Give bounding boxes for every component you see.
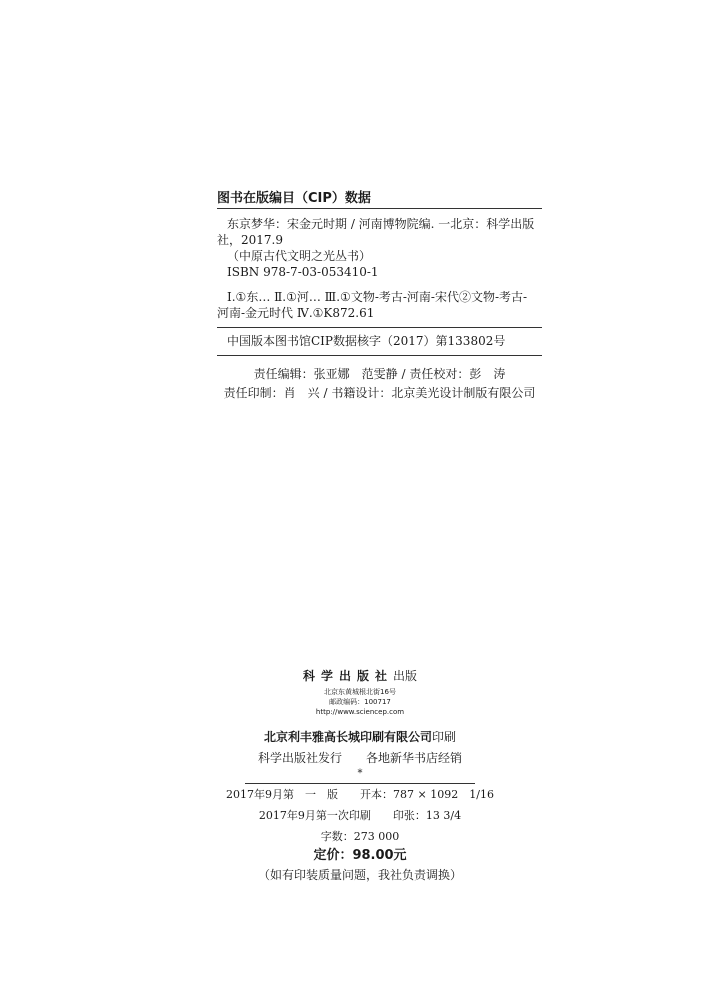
- quality-note: （如有印装质量问题，我社负责调换）: [257, 868, 462, 882]
- cip-number: 中国版本图书馆CIP数据核字（2017）第133802号: [227, 334, 506, 348]
- cip-top-rule: [217, 208, 542, 209]
- edition-line: 2017年9月第 一 版 开本：787 × 1092 1/16: [226, 788, 494, 801]
- colophon: [200, 668, 520, 883]
- cip-record-line1: 东京梦华：宋金元时期 / 河南博物院编. 一北京：科学出版: [227, 217, 535, 231]
- credits-line2: 责任印制：肖 兴 / 书籍设计：北京美光设计制版有限公司: [223, 386, 536, 400]
- cip-subject-line2: 河南-金元时代 Ⅳ.①K872.61: [217, 306, 375, 320]
- credits: [217, 366, 542, 401]
- printer-suffix: 印刷: [432, 730, 457, 744]
- publisher-suffix: 出版: [393, 669, 418, 683]
- cip-middle-rule: [217, 327, 542, 328]
- printer: [200, 729, 520, 745]
- publisher-website: http://www.sciencep.com: [315, 708, 405, 716]
- publisher: [200, 668, 520, 684]
- publisher-name: 科学出版社: [302, 669, 393, 683]
- publisher-postcode: 邮政编码：100717: [329, 698, 391, 706]
- separator-star: *: [357, 768, 363, 779]
- cip-record-line2: 社，2017.9: [217, 233, 283, 247]
- publisher-address: 北京东黄城根北街16号: [324, 688, 396, 696]
- printer-name: 北京利丰雅高长城印刷有限公司: [263, 730, 432, 744]
- credits-line1: 责任编辑：张亚娜 范雯静 / 责任校对：彭 涛: [253, 367, 506, 381]
- cip-isbn: ISBN 978-7-03-053410-1: [227, 265, 379, 279]
- distribution: 科学出版社发行 各地新华书店经销: [257, 751, 462, 765]
- cip-title: 图书在版编目（CIP）数据: [217, 191, 371, 206]
- cip-bottom-rule: [217, 355, 542, 356]
- word-count: 字数：273 000: [320, 830, 400, 843]
- cip-block: [217, 190, 542, 356]
- colophon-rule: [245, 783, 475, 784]
- cip-subject-line1: Ⅰ.①东… Ⅱ.①河… Ⅲ.①文物-考古-河南-宋代②文物-考古-: [227, 290, 528, 304]
- printing-line: 2017年9月第一次印刷 印张：13 3/4: [258, 809, 462, 822]
- price: 定价：98.00元: [313, 848, 407, 863]
- cip-series: （中原古代文明之光丛书）: [227, 249, 372, 263]
